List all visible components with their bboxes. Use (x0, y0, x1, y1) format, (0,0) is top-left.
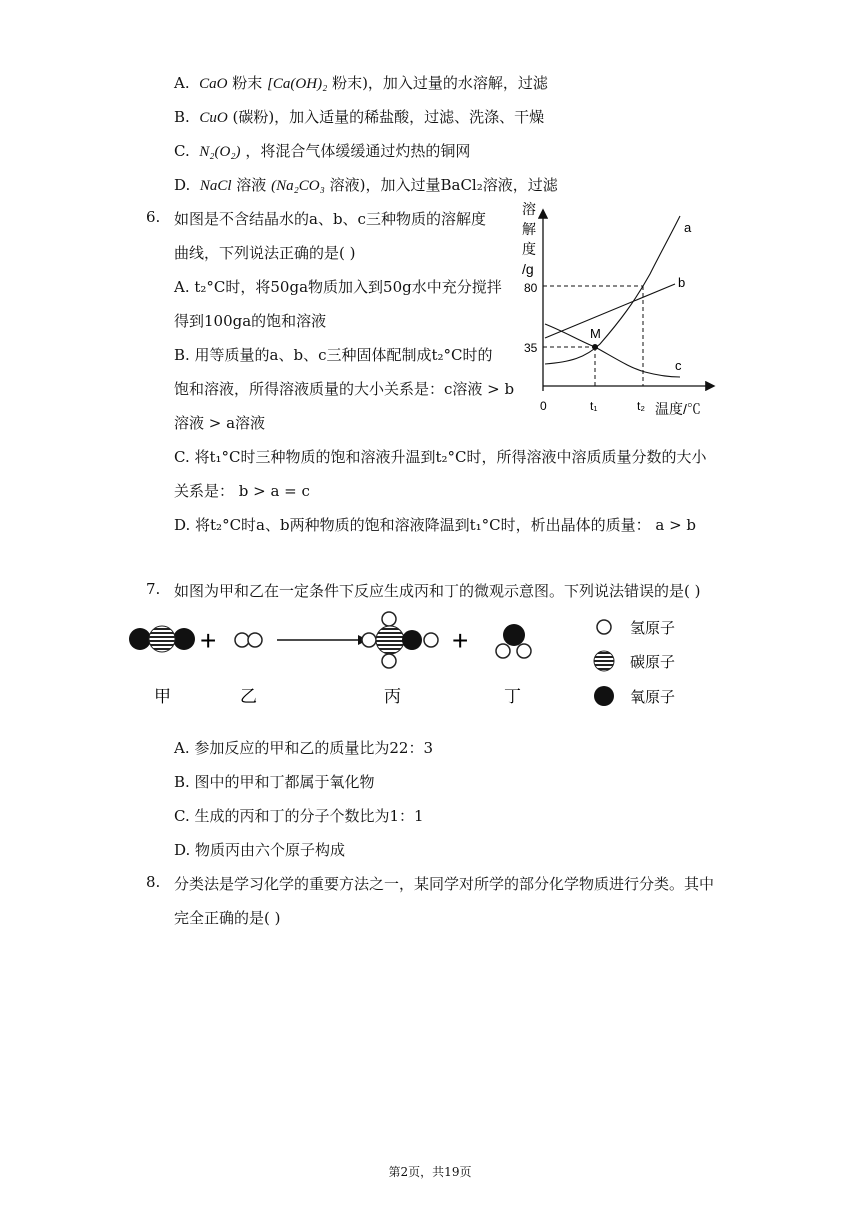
series-c-label: c (675, 358, 682, 373)
x-tick-t2: t₂ (637, 399, 645, 413)
option-text: (碳粉)，加入适量的稀盐酸，过滤、洗涤、干燥 (232, 108, 545, 126)
q6-option-a-line1: A. t₂°C时，将50ga物质加入到50g水中充分搅拌 (174, 278, 502, 296)
q6-option-b-line3: 溶液 > a溶液 (174, 414, 266, 432)
formula: CaO (199, 76, 228, 92)
y-tick-35: 35 (524, 341, 538, 355)
q8-number: 8. (146, 873, 161, 891)
q5-option-b (174, 106, 544, 127)
ylabel-char: 解 (522, 221, 536, 237)
solubility-chart (510, 196, 725, 421)
plus-sign: + (452, 625, 469, 656)
legend-carbon: 碳原子 (630, 654, 676, 671)
option-text: 溶液)，加入过量BaCl₂溶液，过滤 (329, 176, 558, 194)
q7-option-c: C. 生成的丙和丁的分子个数比为1：1 (174, 807, 424, 825)
molecule-ding (496, 624, 531, 658)
ylabel-char: 溶 (522, 201, 536, 217)
formula: [Ca(OH)₂ (267, 76, 328, 92)
legend (594, 620, 675, 706)
option-text: ，将混合气体缓缓通过灼热的铜网 (245, 142, 471, 160)
point-m (592, 344, 598, 350)
q6-option-a-line2: 得到100ga的饱和溶液 (174, 312, 327, 330)
formula: CuO (199, 110, 228, 126)
series-b-curve (545, 284, 675, 338)
q6-stem-line1: 如图是不含结晶水的a、b、c三种物质的溶解度 (174, 210, 486, 228)
q6-stem-line2: 曲线，下列说法正确的是( ) (174, 244, 356, 262)
formula: N₂(O₂) (199, 144, 241, 160)
q6-option-c-line2: 关系是： b > a = c (174, 482, 310, 500)
option-text: 溶液 (236, 176, 267, 194)
origin-label: 0 (540, 399, 547, 413)
series-b-label: b (678, 275, 686, 290)
plus-sign: + (200, 625, 217, 656)
page-footer: 第2页，共19页 (388, 1165, 472, 1179)
ylabel-unit: /g (522, 261, 534, 277)
label-bing: 丙 (384, 687, 401, 706)
label-ding: 丁 (504, 687, 521, 706)
q6-option-b-line1: B. 用等质量的a、b、c三种固体配制成t₂°C时的 (174, 346, 493, 364)
q5-option-d (174, 174, 558, 195)
formula: (Na₂CO₃ (271, 178, 325, 194)
q5-option-c (174, 140, 470, 161)
q5-option-a (174, 72, 548, 93)
y-tick-80: 80 (524, 281, 538, 295)
x-axis-label: 温度/℃ (655, 401, 701, 417)
legend-hydrogen: 氢原子 (630, 620, 676, 637)
q7-option-b: B. 图中的甲和丁都属于氧化物 (174, 773, 375, 791)
q7-option-d: D. 物质丙由六个原子构成 (174, 841, 346, 859)
point-m-label: M (590, 326, 601, 341)
q6-option-d-line1: D. 将t₂°C时a、b两种物质的饱和溶液降温到t₁°C时，析出晶体的质量： a > b (174, 516, 697, 534)
option-letter: A. (174, 74, 190, 92)
legend-oxygen: 氧原子 (630, 689, 676, 706)
series-a-label: a (684, 220, 692, 235)
option-letter: B. (174, 108, 190, 126)
formula: NaCl (199, 178, 232, 194)
q7-stem: 如图为甲和乙在一定条件下反应生成丙和丁的微观示意图。下列说法错误的是( ) (174, 582, 701, 600)
q6-number: 6. (146, 208, 161, 226)
series-c-curve (545, 324, 680, 377)
label-jia: 甲 (154, 687, 171, 706)
q8-stem-line1: 分类法是学习化学的重要方法之一，某同学对所学的部分化学物质进行分类。其中 (174, 875, 715, 893)
label-yi: 乙 (240, 687, 257, 706)
q7-number: 7. (146, 580, 161, 598)
option-text: 粉末)，加入过量的水溶解，过滤 (332, 74, 548, 92)
q6-option-b-line2: 饱和溶液，所得溶液质量的大小关系是：c溶液 > b (174, 380, 515, 398)
q6-option-c-line1: C. 将t₁°C时三种物质的饱和溶液升温到t₂°C时，所得溶液中溶质质量分数的大小 (174, 448, 707, 466)
molecule-jia (129, 626, 195, 652)
option-letter: D. (174, 176, 191, 194)
option-text: 粉末 (232, 74, 263, 92)
reaction-diagram (122, 608, 712, 720)
q8-stem-line2: 完全正确的是( ) (174, 909, 281, 927)
ylabel-char: 度 (522, 241, 536, 257)
molecule-bing (362, 612, 438, 668)
option-letter: C. (174, 142, 190, 160)
x-tick-t1: t₁ (590, 399, 598, 413)
q7-option-a: A. 参加反应的甲和乙的质量比为22：3 (174, 739, 434, 757)
molecule-yi (235, 633, 262, 647)
